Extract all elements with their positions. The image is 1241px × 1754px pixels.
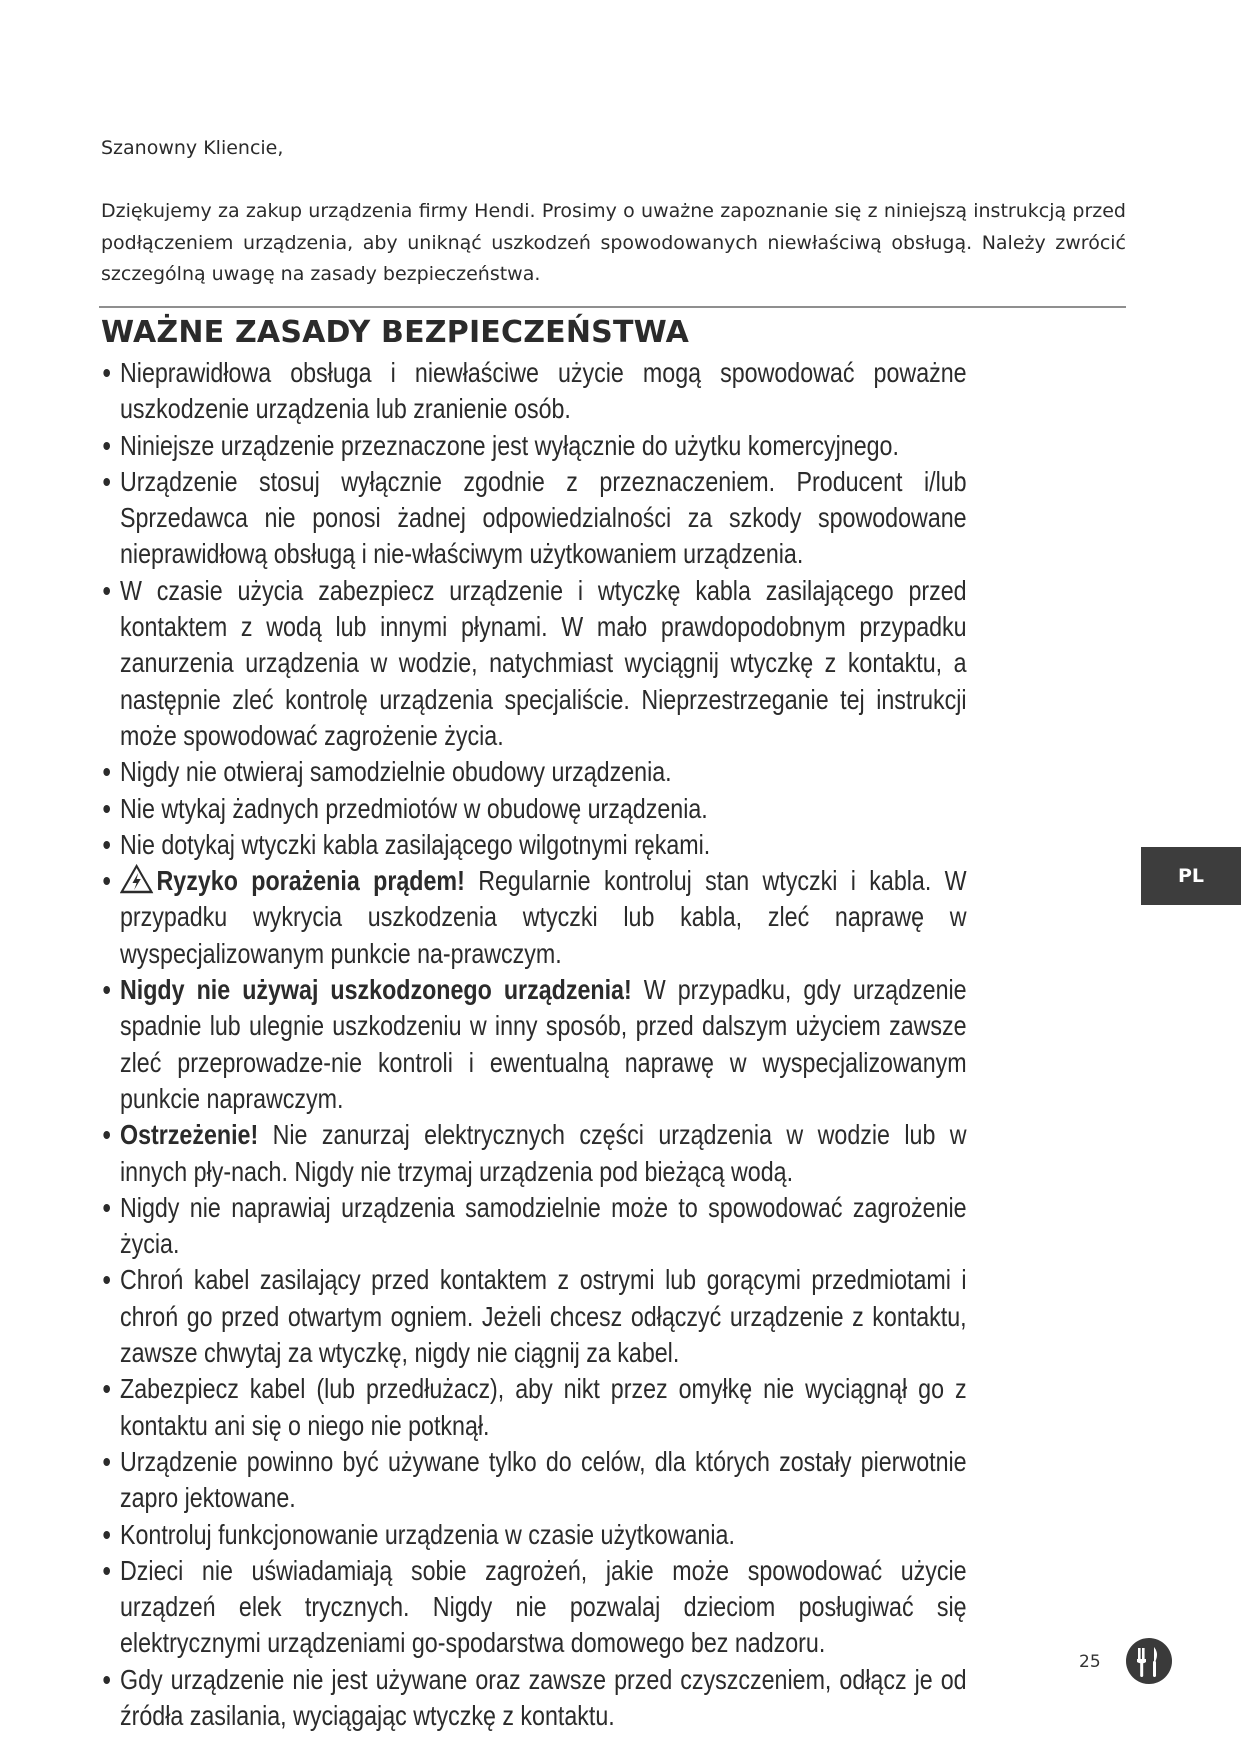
- greeting: Szanowny Kliencie,: [101, 137, 284, 159]
- rule-text: Chroń kabel zasilający przed kontaktem z ostrymi lub gorącymi przedmiotami i chroń go przed otwartym ogniem. Jeżeli chcesz odłączyć urządzenie z kontaktu, zawsze chwytaj za wtyczkę, nigdy nie ciągnij za kabel.: [120, 1264, 967, 1369]
- safety-rule-item: [102, 754, 967, 790]
- rule-text: Regularnie kontroluj stan wtyczki i kabla. W przypadku wykrycia uszkodzenia wtyczki lub kabla, zleć naprawę w wyspecjalizowanym punkcie na-prawczym.: [120, 865, 967, 969]
- bullet-marker: •: [102, 1191, 111, 1223]
- rule-text: Niniejsze urządzenie przeznaczone jest wyłącznie do użytku komercyjnego.: [120, 429, 899, 461]
- bullet-marker: •: [102, 828, 111, 860]
- safety-rule-item: [102, 1262, 967, 1371]
- bullet-marker: •: [102, 974, 111, 1006]
- bullet-marker: •: [102, 1373, 111, 1405]
- rule-text: Urządzenie stosuj wyłącznie zgodnie z przeznaczeniem. Producent i/lub Sprzedawca nie ponosi żadnej odpowiedzialności za szkody spowodowane nieprawidłową obsługą i nie-właściwym użytkowaniem urządzenia.: [120, 465, 967, 570]
- bullet-marker: •: [102, 792, 111, 824]
- rule-emphasis: Nigdy nie używaj uszkodzonego urządzenia!: [120, 974, 632, 1006]
- rule-text: Nie zanurzaj elektrycznych części urządzenia w wodzie lub w innych pły-nach. Nigdy nie trzymaj urządzenia pod bieżącą wodą.: [120, 1119, 967, 1187]
- bullet-marker: •: [102, 1119, 111, 1151]
- page-number: 25: [1079, 1652, 1101, 1672]
- safety-rule-item: [102, 428, 967, 464]
- bullet-marker: •: [102, 429, 111, 461]
- safety-rule-item: [102, 972, 967, 1117]
- safety-rule-item: [102, 1371, 967, 1444]
- rule-emphasis: Ostrzeżenie!: [120, 1119, 259, 1151]
- rule-text: Nigdy nie otwieraj samodzielnie obudowy urządzenia.: [120, 756, 672, 788]
- safety-rule-item: [102, 573, 967, 754]
- rule-emphasis: Ryzyko porażenia prądem!: [156, 865, 465, 897]
- rule-text: Zabezpiecz kabel (lub przedłużacz), aby nikt przez omyłkę nie wyciągnął go z kontaktu ani się o niego nie potknął.: [120, 1373, 967, 1441]
- bullet-marker: •: [102, 465, 111, 497]
- bullet-marker: •: [102, 1264, 111, 1296]
- safety-rule-item: [102, 1662, 967, 1735]
- safety-rule-item: [102, 1444, 967, 1517]
- language-tab: PL: [1141, 847, 1241, 905]
- bullet-marker: •: [102, 1663, 111, 1695]
- bullet-marker: •: [102, 574, 111, 606]
- safety-rule-item: [102, 1517, 967, 1553]
- safety-rule-item: [102, 464, 967, 573]
- rule-text: W przypadku, gdy urządzenie spadnie lub ulegnie uszkodzeniu w inny sposób, przed dalszym użyciem zawsze zleć przeprowadze-nie kontroli i ewentualną naprawę w wyspecjalizowanym punkcie naprawczym.: [120, 974, 967, 1114]
- safety-rules-list: [102, 355, 967, 1734]
- bullet-marker: •: [102, 865, 111, 897]
- cutlery-logo-icon: [1125, 1637, 1173, 1685]
- rule-text: Nieprawidłowa obsługa i niewłaściwe użycie mogą spowodować poważne uszkodzenie urządzenia lub zranienie osób.: [120, 357, 967, 425]
- section-title: WAŻNE ZASADY BEZPIECZEŃSTWA: [101, 315, 689, 350]
- rule-text: Gdy urządzenie nie jest używane oraz zawsze przed czyszczeniem, odłącz je od źródła zasilania, wyciągając wtyczkę z kontaktu.: [120, 1663, 967, 1731]
- rule-text: Urządzenie powinno być używane tylko do celów, dla których zostały pierwotnie zapro jektowane.: [120, 1445, 967, 1514]
- rule-text: Dzieci nie uświadamiają sobie zagrożeń, jakie może spowodować użycie urządzeń elek trycznych. Nigdy nie pozwalaj dzieciom posługiwać się elektrycznymi urządzeniami go-spodarstwa domowego bez nadzoru.: [120, 1554, 967, 1659]
- bullet-marker: •: [102, 357, 111, 388]
- safety-rule-item: [102, 1190, 967, 1263]
- safety-rule-item: [102, 1553, 967, 1662]
- bullet-marker: •: [102, 1554, 111, 1586]
- rule-text: W czasie użycia zabezpiecz urządzenie i wtyczkę kabla zasilającego przed kontaktem z wodą lub innymi płynami. W mało prawdopodobnym przypadku zanurzenia urządzenia w wodzie, natychmiast wyciągnij wtyczkę z kontaktu, a następnie zleć kontrolę urządzenia specjaliście. Nieprzestrzeganie tej instrukcji może spowodować zagrożenie życia.: [120, 574, 967, 751]
- safety-rule-item: [102, 791, 967, 827]
- safety-rule-item: [102, 863, 967, 972]
- safety-rule-item: [102, 355, 967, 428]
- bullet-marker: •: [102, 1445, 111, 1477]
- safety-rule-item: [102, 827, 967, 863]
- section-divider: [99, 306, 1126, 308]
- safety-rule-item: [102, 1117, 967, 1190]
- rule-text: Nie dotykaj wtyczki kabla zasilającego wilgotnymi rękami.: [120, 828, 711, 860]
- electric-shock-warning-icon: [120, 864, 153, 894]
- intro-paragraph: Dziękujemy za zakup urządzenia firmy Hendi. Prosimy o uważne zapoznanie się z niniejszą instrukcją przed podłączeniem urządzenia, aby uniknąć uszkodzeń spowodowanych niewłaściwą obsługą. Należy zwrócić szczególną uwagę na zasady bezpieczeństwa.: [101, 200, 1126, 285]
- rule-text: Kontroluj funkcjonowanie urządzenia w czasie użytkowania.: [120, 1518, 735, 1550]
- rule-text: Nie wtykaj żadnych przedmiotów w obudowę urządzenia.: [120, 792, 708, 824]
- bullet-marker: •: [102, 1518, 111, 1550]
- rule-text: Nigdy nie naprawiaj urządzenia samodzielnie może to spowodować zagrożenie życia.: [120, 1191, 967, 1260]
- bullet-marker: •: [102, 756, 111, 788]
